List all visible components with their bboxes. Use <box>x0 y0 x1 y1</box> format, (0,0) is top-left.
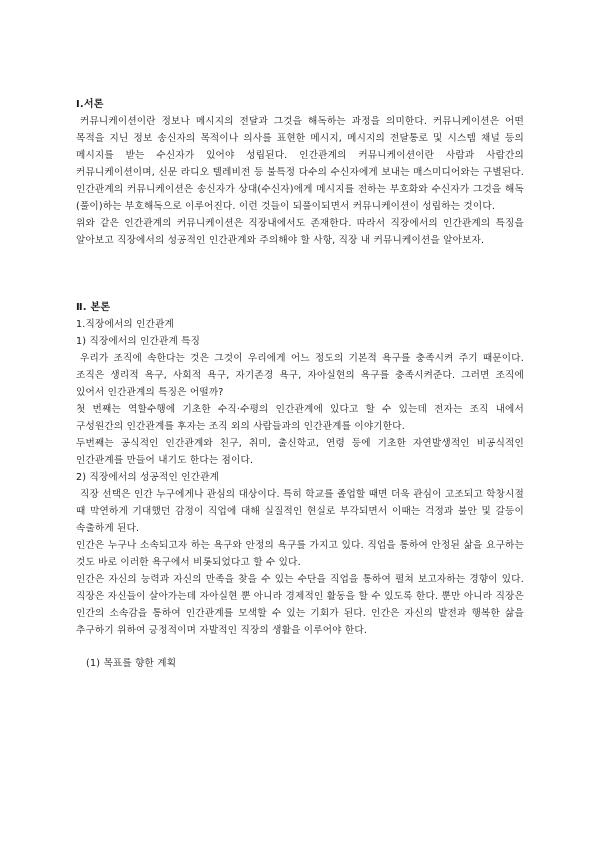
subsection1-paragraph-2: 첫 번째는 역할수행에 기초한 수직·수평의 인간관계에 있다고 할 수 있는데 전자는 조직 내에서 구성원간의 인간관계를 후자는 조직 외의 사람들과의 인간관계를 이야기한다. <box>76 404 524 432</box>
intro-paragraph-2: 위와 같은 인간관계의 커뮤니케이션은 직장내에서도 존재한다. 따라서 직장에서의 인간관계의 특징을 알아보고 직장에서의 성공적인 인간관계와 주의해야 할 사항, 직장 내 커뮤니케이션을 알아보자. <box>76 218 524 246</box>
subsection1-title: 1) 직장에서의 인간관계 특징 <box>76 336 201 347</box>
plan-spacer <box>76 639 524 655</box>
subsection2-paragraph-2: 인간은 누구나 소속되고자 하는 욕구와 안정의 욕구를 가지고 있다. 직업을 통하여 안정된 삶을 요구하는 것도 바로 이러한 욕구에서 비롯되었다고 할 수 있다. <box>76 540 524 568</box>
subsection1-paragraph-1: 우리가 조직에 속한다는 것은 그것이 우리에게 어느 정도의 기본적 욕구를 충족시켜 주기 때문이다. 조직은 생리적 욕구, 사회적 욕구, 자기존경 욕구, 자아실현의 욕구를 충족시켜준다. 그러면 조직에 있어서 인간관계의 특징은 어떨까? <box>76 353 524 398</box>
plan-item-title: (1) 목표를 향한 계획 <box>86 658 177 669</box>
section1-title: 1.직장에서의 인간관계 <box>76 319 175 330</box>
subsection2-paragraph-1: 직장 선택은 인간 누구에게나 관심의 대상이다. 특히 학교를 졸업할 때면 더욱 관심이 고조되고 학창시절 때 막연하게 기대했던 감정이 직업에 대해 실질적인 현실로 부각되면서 이때는 걱정과 불안 및 갈등이 속출하게 된다. <box>76 489 524 534</box>
intro-paragraph-1: 커뮤니케이션이란 정보나 메시지의 전달과 그것을 해독하는 과정을 의미한다. 커뮤니케이션은 어떤 목적을 지닌 정보 송신자의 목적이나 의사를 표현한 메시지, 메시지의 전달통로 및 시스템 채널 등의 메시지를 받는 수신자가 있어야 성립된다. 인간관계의 커뮤니케이션이란 사람과 사람간의 커뮤니케이션이며, 신문 라디오 텔레비전 등 불특정 다수의 수신자에게 보내는 매스미디어와는 구별된다. 인간관계의 커뮤니케이션은 송신자가 상대(수신자)에게 메시지를 전하는 부호화와 수신자가 그것을 해독(풀이)하는 부호해독으로 이루어진다. 이런 것들이 되풀이되면서 커뮤니케이션이 성립하는 것이다. <box>76 116 524 212</box>
intro-heading: Ⅰ.서론 <box>76 99 104 110</box>
subsection2-paragraph-3: 인간은 자신의 능력과 자신의 만족을 찾을 수 있는 수단을 직업을 통하여 펼쳐 보고자하는 경향이 있다. 직장은 자신들이 살아가는데 자아실현 뿐 아니라 경제적인 활동을 할 수 있도록 한다. 뿐만 아니라 직장은 인간의 소속감을 통하여 인간관계를 모색할 수 있는 기회가 된다. 인간은 자신의 발전과 행복한 삶을 추구하기 위하여 긍정적이며 자발적인 직장의 생활을 이루어야 한다. <box>76 574 524 636</box>
subsection1-paragraph-3: 두번째는 공식적인 인간관계와 친구, 취미, 출신학교, 연령 등에 기초한 자연발생적인 비공식적인 인간관계를 만들어 내기도 한다는 점이다. <box>76 438 524 466</box>
document-body <box>76 96 524 672</box>
section-spacer <box>76 249 524 299</box>
body-heading: Ⅱ. 본론 <box>76 302 111 313</box>
subsection2-title: 2) 직장에서의 성공적인 인간관계 <box>76 472 220 483</box>
